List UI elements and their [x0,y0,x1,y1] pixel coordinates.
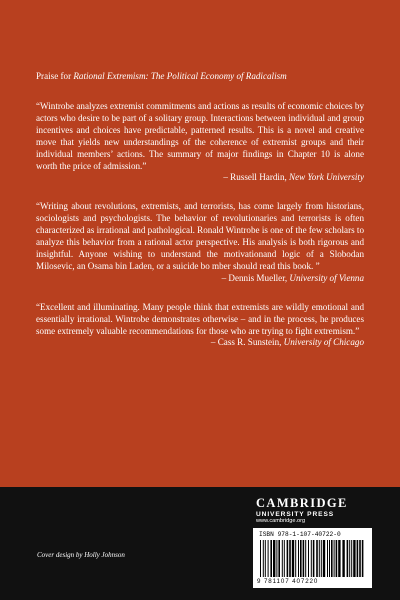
barcode-bar [336,540,338,577]
quote-sunstein [36,302,364,350]
quote-attribution [36,172,364,184]
barcode-digits: 9 781107 407220 [257,578,319,585]
barcode-bar [263,540,264,577]
barcode-bar [276,540,277,577]
barcode-bar [342,540,344,577]
barcode-bar [260,540,261,577]
barcode-bar [327,540,328,577]
barcode-bar [287,540,289,577]
quote-text: “Writing about revolutions, extremists, and terrorists, has come largely from historians, sociologists and psychologists. The behavior of revolutionaries and terrorists is often characterized as irrational and pathological. Ronald Wintrobe is one of the few scholars to analyze this behavior from a rational actor perspective. His analysis is both rigorous and insightful. Anyone wishing to understand the motivationand logic of a Slobodan Milosevic, an Osama bin Laden, or a suicide bo mber should read this book. ” [36,201,364,271]
barcode-bar [270,540,272,577]
barcode-bar [323,540,325,577]
barcode-bar [273,540,275,577]
barcode-bar [282,540,283,577]
quote-attribution [36,273,364,285]
publisher-logo [250,497,372,524]
footer-band [0,487,400,600]
cover-design-credit: Cover design by Holly Johnson [37,551,125,559]
barcode-bar [331,540,333,577]
barcode-bar [313,540,315,577]
barcode-bar [303,540,305,577]
quote-hardin [36,101,364,184]
barcode-bar [311,540,312,577]
quote-text: “Wintrobe analyzes extremist commitments and actions as results of economic choices by actors who desire to be part of a solitary group. Interactions between individual and group incentives and choices have predictable, patterned results. This is a novel and creative move that yields new understandings of the coherence of extremist groups and their individual members’ actions. The summary of major findings in Chapter 10 is alone worth the price of admission.” [36,101,364,171]
quote-affiliation: University of Chicago [283,337,364,348]
barcode-bar [265,540,266,577]
praise-section [36,70,364,366]
barcode-bar [338,540,340,577]
barcode-bar [298,540,299,577]
barcode-bar [357,540,359,577]
publisher-name: CAMBRIDGE [256,496,348,510]
quote-text: “Excellent and illuminating. Many people think that extremists are wildly emotional and essentially irrational. Wintrobe demonstrates otherwise – and in the process, he produces some extremely valuable recommendations for those who are trying to fight extremism.” [36,301,364,336]
barcode-bar [268,540,269,577]
barcode-panel [253,528,372,588]
praise-book-title: Rational Extremism: The Political Economy of Radicalism [73,71,287,81]
barcode-bar [351,540,352,577]
praise-heading [36,70,364,82]
barcode-bar [334,540,335,577]
quote-mueller [36,201,364,284]
barcode-icon [259,540,366,578]
barcode-bar [292,540,294,577]
barcode-bar [329,540,330,577]
quote-author: – Russell Hardin, [223,172,290,183]
quote-attribution [36,337,364,349]
quote-affiliation: New York University [289,172,364,183]
barcode-bar [278,540,280,577]
praise-prefix: Praise for [36,71,74,81]
isbn-label: ISBN 978-1-107-40722-0 [259,531,341,538]
barcode-bar [305,540,306,577]
barcode-bar [316,540,318,577]
quote-author: – Dennis Mueller, [221,272,290,283]
barcode-bar [308,540,309,577]
publisher-url: www.cambridge.org [256,518,306,524]
barcode-bar [295,540,296,577]
barcode-bar [347,540,349,577]
quote-affiliation: University of Vienna [289,272,364,283]
barcode-bar [359,540,361,577]
publisher-subtitle: UNIVERSITY PRESS [256,511,335,518]
barcode-bar [362,540,364,577]
barcode-bar [284,540,285,577]
barcode-bar [321,540,322,577]
barcode-bar [319,540,320,577]
barcode-bar [353,540,355,577]
barcode-bar [349,540,350,577]
barcode-bar [300,540,302,577]
barcode-bar [289,540,291,577]
quote-author: – Cass R. Sunstein, [210,337,284,348]
